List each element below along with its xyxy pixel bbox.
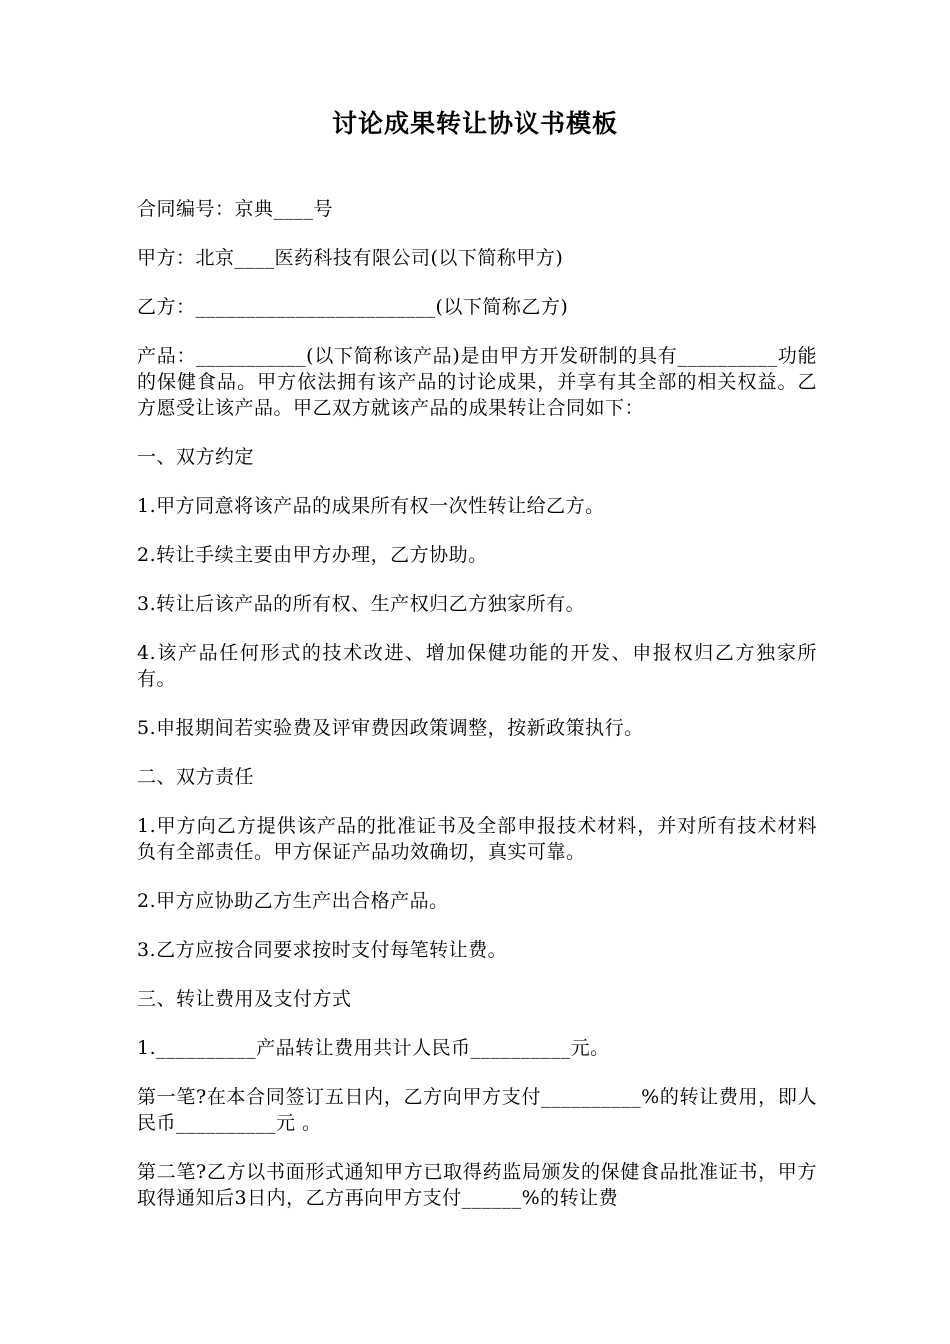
agreement-item: 5.申报期间若实验费及评审费因政策调整，按新政策执行。: [137, 717, 644, 739]
product-description: 产品：___________(以下简称该产品)是由甲方开发研制的具有__________功能的保健食品。甲方依法拥有该产品的讨论成果，并享有其全部的相关权益。乙方愿受让该产品。甲乙双方就该产品的成果转让合同如下：: [137, 345, 817, 419]
document-body: [137, 196, 817, 1234]
payment-total: 1.__________产品转让费用共计人民币__________元。: [137, 1037, 610, 1059]
agreement-item: 1.甲方同意将该产品的成果所有权一次性转让给乙方。: [137, 495, 605, 517]
party-a: 甲方：北京____医药科技有限公司(以下简称甲方): [137, 247, 564, 269]
payment-first-installment: 第一笔?在本合同签订五日内，乙方向甲方支付__________%的转让费用，即人民币__________元 。: [137, 1086, 817, 1134]
agreement-item: 3.转让后该产品的所有权、生产权归乙方独家所有。: [137, 593, 586, 615]
agreement-item: 4.该产品任何形式的技术改进、增加保健功能的开发、申报权归乙方独家所有。: [137, 642, 817, 690]
responsibility-item: 1.甲方向乙方提供该产品的批准证书及全部申报技术材料，并对所有技术材料负有全部责任。甲方保证产品功效确切，真实可靠。: [137, 815, 817, 863]
payment-second-installment: 第二笔?乙方以书面形式通知甲方已取得药监局颁发的保健食品批准证书，甲方取得通知后3日内，乙方再向甲方支付______%的转让费: [137, 1161, 817, 1209]
responsibility-item: 2.甲方应协助乙方生产出合格产品。: [137, 890, 449, 912]
document-title: 讨论成果转让协议书模板: [331, 109, 618, 138]
responsibility-item: 3.乙方应按合同要求按时支付每笔转让费。: [137, 939, 508, 961]
section-heading-responsibilities: 二、双方责任: [137, 766, 255, 788]
contract-number: 合同编号：京典____号: [137, 198, 334, 220]
section-heading-payment: 三、转让费用及支付方式: [137, 988, 352, 1010]
section-heading-agreement: 一、双方约定: [137, 446, 255, 468]
party-b: 乙方：________________________(以下简称乙方): [137, 296, 569, 318]
agreement-item: 2.转让手续主要由甲方办理，乙方协助。: [137, 544, 488, 566]
